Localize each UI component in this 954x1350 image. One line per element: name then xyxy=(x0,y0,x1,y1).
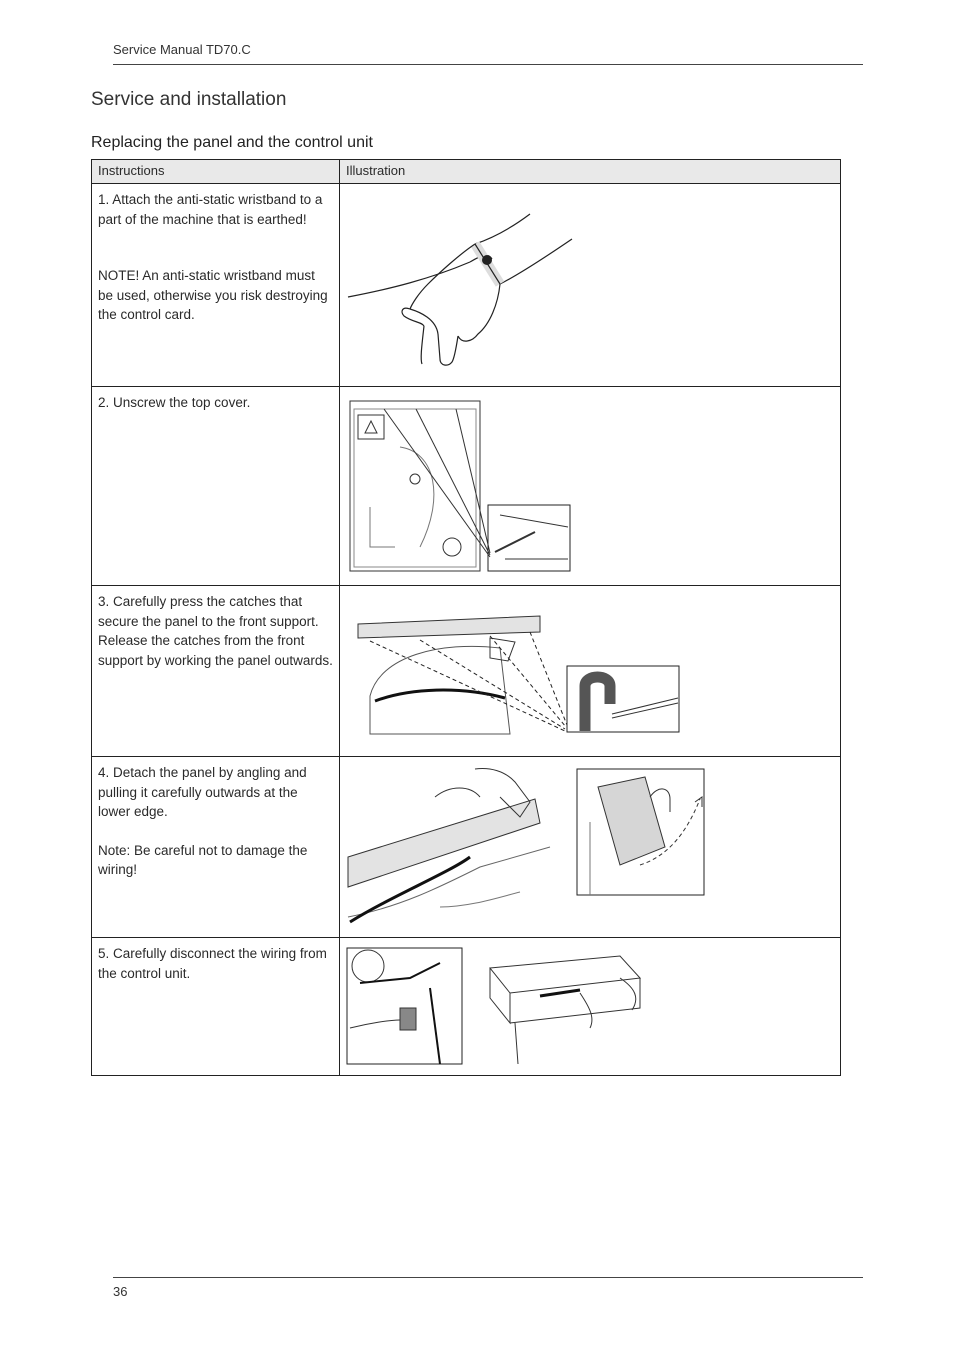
disconnect-wiring-illustration xyxy=(340,938,840,1073)
page-number: 36 xyxy=(113,1284,128,1299)
header-divider xyxy=(113,64,863,65)
instruction-text: 3. Carefully press the catches that secure the panel to the front support. Release the catches from the front support by working the panel outwards. xyxy=(98,594,333,668)
instruction-cell xyxy=(92,387,340,586)
instruction-cell xyxy=(92,184,340,387)
sub-title: Replacing the panel and the control unit xyxy=(91,134,373,151)
illustration-cell xyxy=(340,938,841,1076)
column-header-illustration: Illustration xyxy=(340,160,841,184)
wristband-illustration xyxy=(340,184,840,384)
table-row xyxy=(92,938,841,1076)
panel-catches-illustration xyxy=(340,586,840,754)
detach-panel-illustration xyxy=(340,757,840,935)
instruction-note: NOTE! An anti-static wristband must be used, otherwise you risk destroying the control card. xyxy=(98,268,328,322)
instruction-cell xyxy=(92,938,340,1076)
top-cover-illustration xyxy=(340,387,840,583)
instruction-text: 4. Detach the panel by angling and pulling it carefully outwards at the lower edge. xyxy=(98,765,307,819)
section-title: Service and installation xyxy=(91,89,287,110)
instruction-cell xyxy=(92,586,340,757)
table-row xyxy=(92,757,841,938)
instructions-table xyxy=(91,159,841,1076)
footer-divider xyxy=(113,1277,863,1278)
instruction-text: 1. Attach the anti-static wristband to a part of the machine that is earthed! xyxy=(98,192,323,227)
instruction-note: Note: Be careful not to damage the wiring! xyxy=(98,842,308,877)
illustration-cell xyxy=(340,757,841,938)
manual-title: Service Manual TD70.C xyxy=(113,42,251,57)
instruction-text: 2. Unscrew the top cover. xyxy=(98,395,251,410)
instruction-cell xyxy=(92,757,340,938)
table-row xyxy=(92,586,841,757)
table-header-row xyxy=(92,160,841,184)
instruction-text: 5. Carefully disconnect the wiring from the control unit. xyxy=(98,946,327,981)
illustration-cell xyxy=(340,184,841,387)
table-row xyxy=(92,184,841,387)
illustration-cell xyxy=(340,586,841,757)
column-header-instructions: Instructions xyxy=(92,160,340,184)
illustration-cell xyxy=(340,387,841,586)
table-row xyxy=(92,387,841,586)
